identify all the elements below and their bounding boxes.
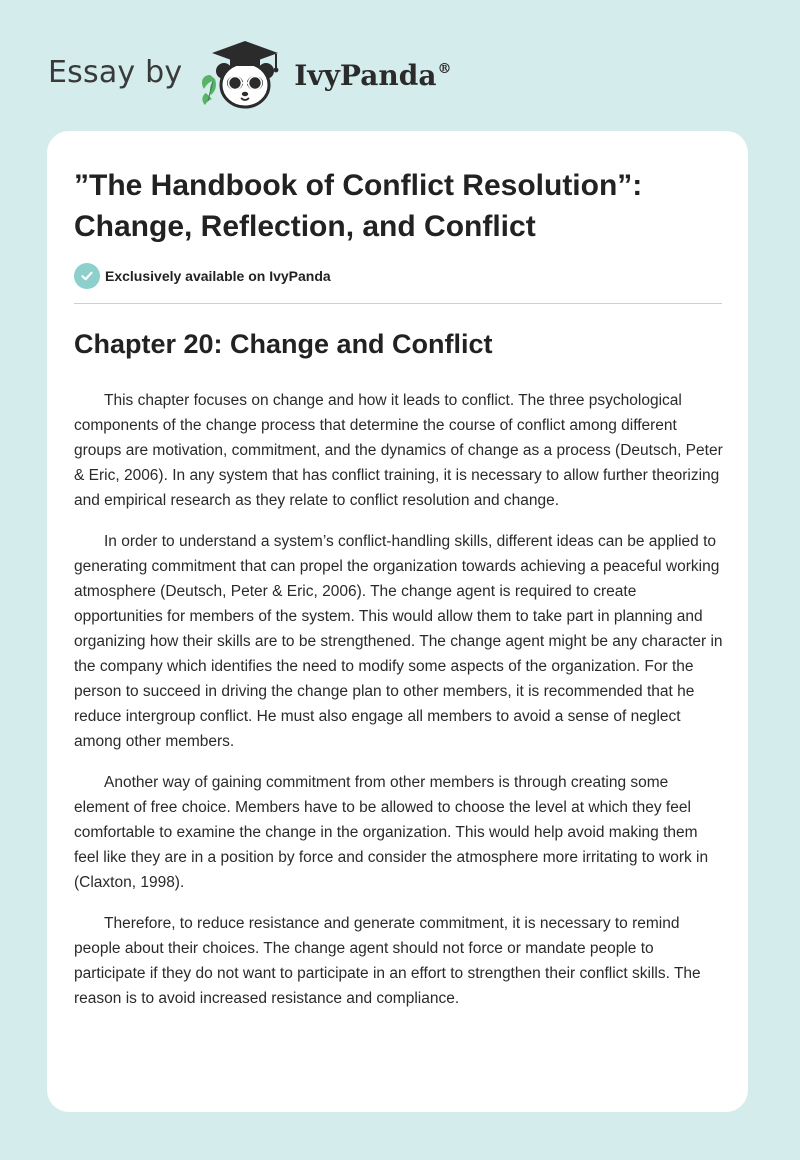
- essay-by-label: Essay by: [48, 54, 183, 90]
- check-icon: [74, 263, 100, 289]
- panda-graduate-icon[interactable]: [196, 35, 286, 113]
- article-body: [74, 388, 726, 1027]
- ivy-leaf-icon: [202, 75, 216, 105]
- paragraph: This chapter focuses on change and how it leads to conflict. The three psychological components of the change process that determine the course of conflict among different groups are motivation, commitment, and the dynamics of change as a process (Deutsch, Peter & Eric, 2006). In any system that has conflict training, it is necessary to allow further theorizing and empirical research as they relate to conflict resolution and change.: [74, 392, 723, 509]
- site-header: [48, 34, 451, 114]
- page-title: ”The Handbook of Conflict Resolution”: Change, Reflection, and Conflict: [74, 169, 643, 243]
- exclusive-badge: [74, 263, 331, 289]
- divider: [74, 303, 722, 304]
- paragraph: Another way of gaining commitment from other members is through creating some element of free choice. Members have to be allowed to choose the level at which they feel comfortable to examine the change in the organization. This would help avoid making them feel like they are in a position by force and consider the atmosphere more irritating to work in (Claxton, 1998).: [74, 774, 709, 891]
- paragraph: In order to understand a system’s conflict-handling skills, different ideas can be applied to generating commitment that can propel the organization towards achieving a peaceful working atmosphere (Deutsch, Peter & Eric, 2006). The change agent is required to create opportunities for members of the system. This would allow them to take part in planning and organizing how their skills are to be strengthened. The change agent might be any character in the company which identifies the need to modify some aspects of the organization. For the person to succeed in driving the change plan to other members, it is recommended that he reduce intergroup conflict. He must also engage all members to avoid a sense of neglect among other members.: [74, 533, 723, 750]
- brand-name[interactable]: IvyPanda®: [294, 58, 452, 92]
- article-card: [47, 131, 748, 1112]
- chapter-heading: Chapter 20: Change and Conflict: [74, 329, 493, 359]
- paragraph: Therefore, to reduce resistance and generate commitment, it is necessary to remind people about their choices. The change agent should not force or mandate people to participate if they do not want to participate in an effort to strengthen their conflict skills. The reason is to avoid increased resistance and compliance.: [74, 915, 701, 1007]
- exclusive-label: Exclusively available on IvyPanda: [105, 268, 331, 284]
- registered-mark: ®: [437, 60, 452, 77]
